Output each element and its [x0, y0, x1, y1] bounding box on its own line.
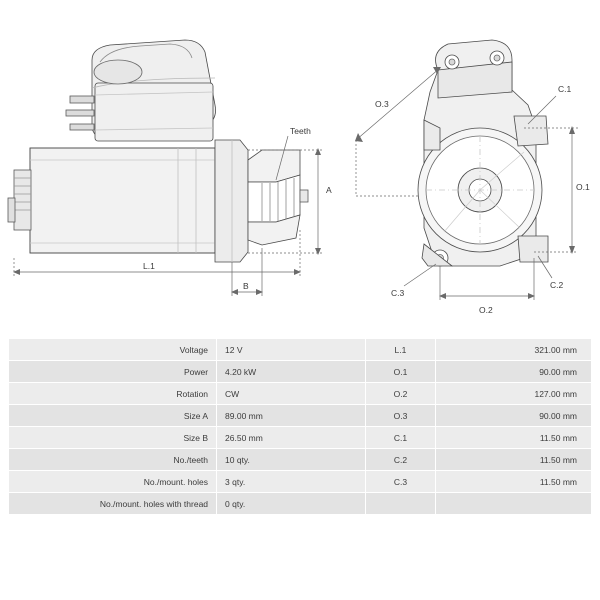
spec-label2: C.3 — [366, 471, 435, 493]
spec-value: 12 V — [217, 339, 366, 361]
spec-label2: O.3 — [366, 405, 435, 427]
spec-value: 0 qty. — [217, 493, 366, 515]
table-row — [9, 383, 592, 405]
spec-label: Size A — [9, 405, 217, 427]
spec-label: Size B — [9, 427, 217, 449]
spec-value: 26.50 mm — [217, 427, 366, 449]
spec-value2: 11.50 mm — [435, 471, 591, 493]
spec-value2: 321.00 mm — [435, 339, 591, 361]
spec-value: CW — [217, 383, 366, 405]
spec-value: 3 qty. — [217, 471, 366, 493]
spec-label2: O.1 — [366, 361, 435, 383]
spec-value: 4.20 kW — [217, 361, 366, 383]
spec-label: No./mount. holes — [9, 471, 217, 493]
spec-label2 — [366, 493, 435, 515]
table-row — [9, 493, 592, 515]
table-row — [9, 471, 592, 493]
spec-label: Voltage — [9, 339, 217, 361]
spec-label: Rotation — [9, 383, 217, 405]
spec-label2: O.2 — [366, 383, 435, 405]
spec-label: Power — [9, 361, 217, 383]
label-dim-o2: O.2 — [479, 305, 493, 315]
spec-value2: 11.50 mm — [435, 449, 591, 471]
label-teeth: Teeth — [290, 126, 311, 136]
label-dim-o3: O.3 — [375, 99, 389, 109]
spec-label2: L.1 — [366, 339, 435, 361]
table-row — [9, 339, 592, 361]
label-dim-a: A — [326, 185, 332, 195]
label-dim-l1: L.1 — [143, 261, 155, 271]
spec-value: 10 qty. — [217, 449, 366, 471]
spec-value2 — [435, 493, 591, 515]
spec-value: 89.00 mm — [217, 405, 366, 427]
spec-value2: 90.00 mm — [435, 405, 591, 427]
table-row — [9, 427, 592, 449]
spec-value2: 11.50 mm — [435, 427, 591, 449]
label-dim-b: B — [243, 281, 249, 291]
label-dim-c3: C.3 — [391, 288, 405, 298]
specifications-table — [8, 338, 592, 515]
table-row — [9, 405, 592, 427]
label-dim-c1: C.1 — [558, 84, 572, 94]
label-dim-c2: C.2 — [550, 280, 564, 290]
label-dim-o1: O.1 — [576, 182, 590, 192]
spec-value2: 127.00 mm — [435, 383, 591, 405]
spec-value2: 90.00 mm — [435, 361, 591, 383]
table-row — [9, 449, 592, 471]
spec-label: No./teeth — [9, 449, 217, 471]
spec-label2: C.2 — [366, 449, 435, 471]
spec-label2: C.1 — [366, 427, 435, 449]
spec-label: No./mount. holes with thread — [9, 493, 217, 515]
table-row — [9, 361, 592, 383]
